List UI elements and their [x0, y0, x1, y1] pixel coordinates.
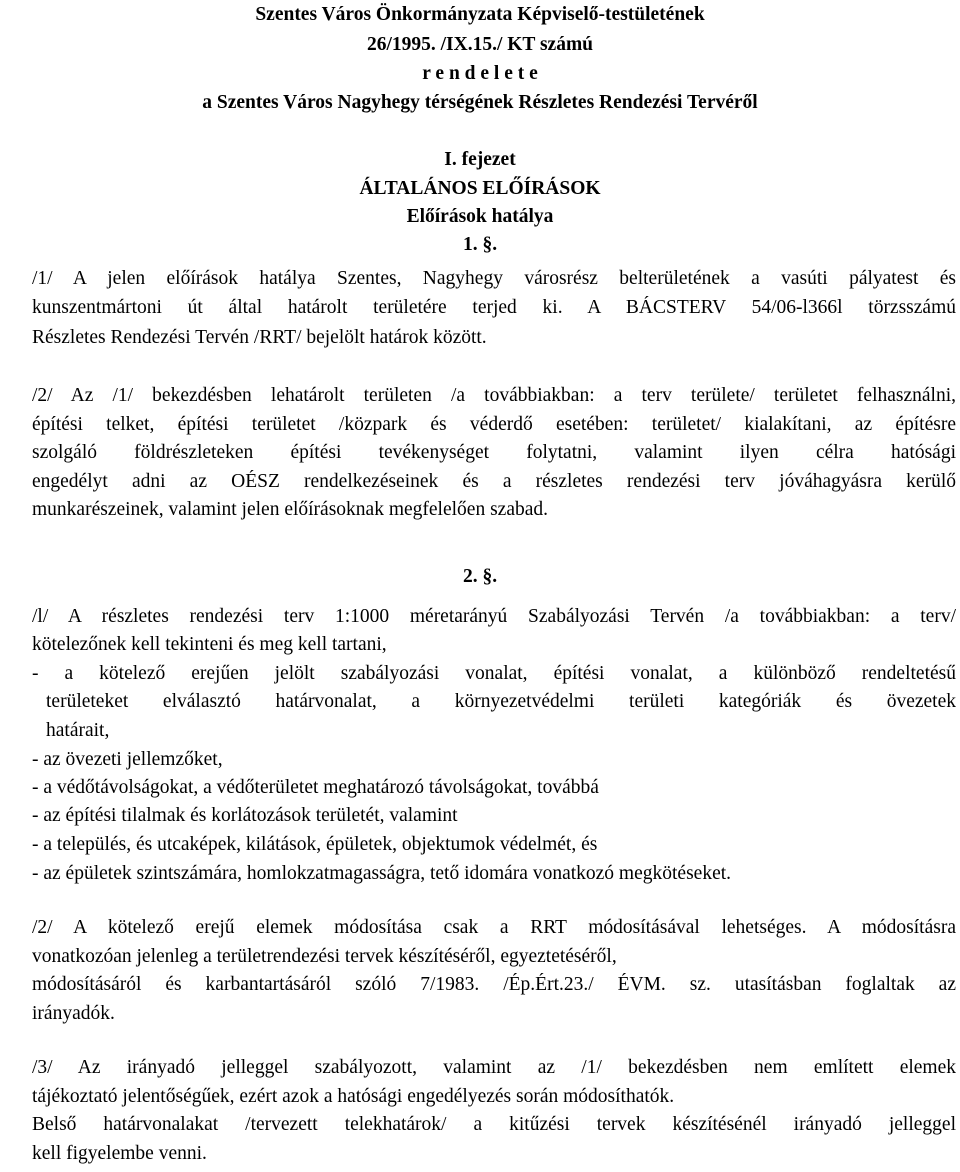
section2-p3-line3: Belső határvonalakat /tervezett telekhatárok/ a kitűzési tervek készítésénél irányadó jelleggel [32, 1114, 956, 1135]
section2-p1-line2: kötelezőnek kell tekinteni és meg kell tartani, [32, 634, 387, 655]
section2-p3-line4: kell figyelembe venni. [32, 1143, 207, 1164]
section1-p1-line3: Részletes Rendezési Tervén /RRT/ bejelölt határok között. [32, 327, 487, 348]
section2-p3-line1: /3/ Az irányadó jelleggel szabályozott, valamint az /1/ bekezdésben nem említett elemek [32, 1057, 956, 1078]
section2-p2-line3: módosításáról és karbantartásáról szóló 7/1983. /Ép.Ért.23./ ÉVM. sz. utasításban foglaltak az [32, 974, 956, 995]
section2-p3-line2: tájékoztató jelentőségűek, ezért azok a hatósági engedélyezés során módosíthatók. [32, 1086, 675, 1107]
section1-p2-line3: szolgáló földrészleteken építési tevékenységet folytatni, valamint ilyen célra hatósági [32, 442, 956, 463]
section2-p2-line1: /2/ A kötelező erejű elemek módosítása csak a RRT módosításával lehetséges. A módosításra [32, 917, 956, 938]
section1-p2-line5: munkarészeinek, valamint jelen előírásoknak megfelelően szabad. [32, 499, 548, 520]
header-title-line2: 26/1995. /IX.15./ KT számú [366, 34, 594, 55]
section1-p2-line1: /2/ Az /1/ bekezdésben lehatárolt területen /a továbbiakban: a terv területe/ területet felhasználni, [32, 385, 956, 406]
header-title-line4: a Szentes Város Nagyhegy térségének Részletes Rendezési Tervéről [202, 92, 758, 113]
section2-list-item3: - a védőtávolságokat, a védőterületet meghatározó távolságokat, továbbá [32, 777, 599, 798]
section2-list-item1-line3: határait, [46, 720, 110, 741]
section2-p1-line1: /l/ A részletes rendezési terv 1:1000 méretarányú Szabályozási Tervén /a továbbiakban: a terv/ [32, 606, 956, 627]
section2-list-item5: - a település, és utcaképek, kilátások, épületek, objektumok védelmét, és [32, 834, 598, 855]
section2-list-item6: - az épületek szintszámára, homlokzatmagasságra, tető idomára vonatkozó megkötéseket. [32, 863, 732, 884]
section1-p2-line2: építési telket, építési területet /közpark és véderdő esetében: területet/ kialakítani, az építésre [32, 414, 956, 435]
section2-list-item1-line2: területeket elválasztó határvonalat, a környezetvédelmi területi kategóriák és övezetek [46, 691, 956, 712]
section-title: Előírások hatálya [406, 206, 554, 227]
section-2-number: 2. §. [462, 566, 498, 587]
header-title-line3: r e n d e l e t e [422, 63, 538, 84]
chapter-title: ÁLTALÁNOS ELŐÍRÁSOK [359, 178, 601, 199]
section-1-number: 1. §. [462, 234, 498, 255]
section1-p1-line2: kunszentmártoni út által határolt területére terjed ki. A BÁCSTERV 54/06-l366l törzsszámú [32, 297, 956, 318]
chapter-label: I. fejezet [444, 149, 516, 170]
header-title-line1: Szentes Város Önkormányzata Képviselő-testületének [255, 4, 705, 25]
section1-p2-line4: engedélyt adni az OÉSZ rendelkezéseinek és a részletes rendezési terv jóváhagyásra kerülő [32, 471, 956, 492]
section2-list-item1-line1: - a kötelező erejűen jelölt szabályozási vonalat, építési vonalat, a különböző rendeltetésű [32, 663, 956, 684]
section2-list-item4: - az építési tilalmak és korlátozások területét, valamint [32, 805, 458, 826]
section2-p2-line4: irányadók. [32, 1003, 115, 1024]
section1-p1-line1: /1/ A jelen előírások hatálya Szentes, Nagyhegy városrész belterületének a vasúti pályatest és [32, 268, 956, 289]
section2-list-item2: - az övezeti jellemzőket, [32, 749, 223, 770]
section2-p2-line2: vonatkozóan jelenleg a területrendezési tervek készítéséről, egyeztetéséről, [32, 946, 617, 967]
